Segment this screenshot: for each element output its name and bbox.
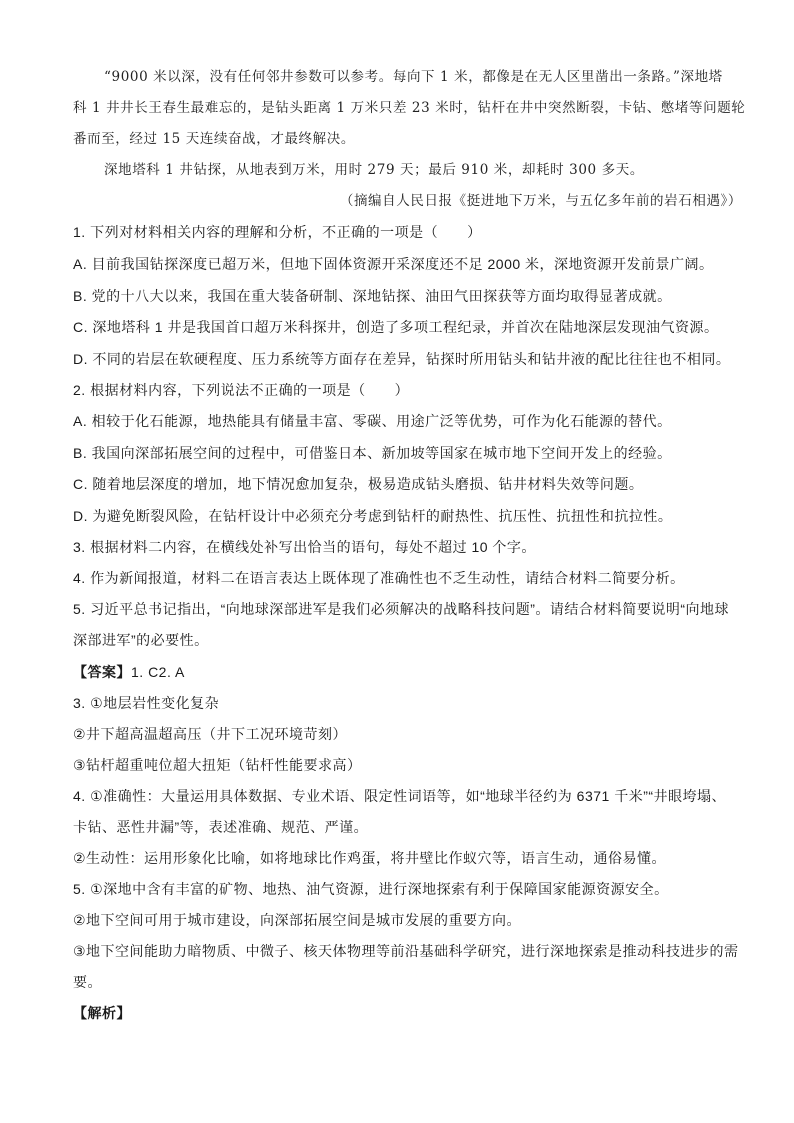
q4-stem: 4. 作为新闻报道，材料二在语言表达上既体现了准确性也不乏生动性，请结合材料二简要分析。	[73, 570, 685, 586]
answer-5-item3-line1: ③地下空间能助力暗物质、中微子、核天体物理等前沿基础科学研究，进行深地探索是推动科技进步的需	[73, 943, 739, 959]
answer-line-1-2	[73, 662, 185, 682]
q1-stem: 1. 下列对材料相关内容的理解和分析，不正确的一项是（ ）	[73, 224, 482, 240]
material-para1-line1: “9000 米以深，没有任何邻井参数可以参考。每向下 1 米，都像是在无人区里凿出一条路。”深地塔	[104, 69, 723, 85]
analysis-label: 【解析】	[73, 1005, 131, 1021]
q2-option-d: D. 为避免断裂风险，在钻杆设计中必须充分考虑到钻杆的耐热性、抗压性、抗扭性和抗拉性。	[73, 508, 673, 524]
material-para1-line2: 科 1 井井长王春生最难忘的，是钻头距离 1 万米只差 23 米时，钻杆在井中突然断裂，卡钻、憋堵等问题轮	[73, 100, 746, 116]
q1-option-a: A. 目前我国钻探深度已超万米，但地下固体资源开采深度还不足 2000 米，深地资源开发前景广阔。	[73, 256, 714, 272]
q1-option-b: B. 党的十八大以来，我国在重大装备研制、深地钻探、油田气田探获等方面均取得显著成就。	[73, 288, 672, 304]
material-para2: 深地塔科 1 井钻探，从地表到万米，用时 279 天；最后 910 米，却耗时 300 多天。	[104, 162, 644, 178]
q5-stem-line1: 5. 习近平总书记指出，“向地球深部进军是我们必须解决的战略科技问题”。请结合材料简要说明“向地球	[73, 601, 730, 617]
material-para1-line3: 番而至，经过 15 天连续奋战，才最终解决。	[73, 131, 355, 147]
q2-option-c: C. 随着地层深度的增加，地下情况愈加复杂，极易造成钻头磨损、钻井材料失效等问题。	[73, 476, 644, 492]
q3-stem: 3. 根据材料二内容，在横线处补写出恰当的语句，每处不超过 10 个字。	[73, 539, 536, 555]
answer-3-item2: ②井下超高温超高压（井下工况环境苛刻）	[73, 726, 348, 742]
q5-stem-line2: 深部进军”的必要性。	[73, 632, 209, 648]
answer-5-item3-line2: 要。	[73, 974, 102, 990]
answer-3-item1: 3. ①地层岩性变化复杂	[73, 695, 220, 711]
answer-5-item1: 5. ①深地中含有丰富的矿物、地热、油气资源，进行深地探索有利于保障国家能源资源安全。	[73, 881, 669, 897]
q1-option-d: D. 不同的岩层在软硬程度、压力系统等方面存在差异，钻探时所用钻头和钻井液的配比往往也不相同。	[73, 351, 731, 367]
answer-3-item3: ③钻杆超重吨位超大扭矩（钻杆性能要求高）	[73, 757, 362, 773]
answer-4-item2: ②生动性：运用形象化比喻，如将地球比作鸡蛋，将井壁比作蚁穴等，语言生动，通俗易懂。	[73, 850, 667, 866]
answer-4-item1-line2: 卡钻、恶性井漏”等，表述准确、规范、严谨。	[73, 819, 369, 835]
material-source: （摘编自人民日报《挺进地下万米，与五亿多年前的岩石相遇》）	[339, 193, 742, 209]
q2-option-b: B. 我国向深部拓展空间的过程中，可借鉴日本、新加坡等国家在城市地下空间开发上的经验。	[73, 445, 672, 461]
q2-stem: 2. 根据材料内容，下列说法不正确的一项是（ ）	[73, 382, 410, 398]
answer-5-item2: ②地下空间可用于城市建设，向深部拓展空间是城市发展的重要方向。	[73, 912, 522, 928]
answer-label: 【答案】	[73, 664, 131, 680]
q1-option-c: C. 深地塔科 1 井是我国首口超万米科探井，创造了多项工程纪录，并首次在陆地深层发现油气资源。	[73, 319, 719, 335]
answer-1-2: 1. C2. A	[131, 664, 185, 680]
answer-4-item1-line1: 4. ①准确性：大量运用具体数据、专业术语、限定性词语等，如“地球半径约为 6371 千米”“井眼垮塌、	[73, 788, 727, 804]
q2-option-a: A. 相较于化石能源，地热能具有储量丰富、零碳、用途广泛等优势，可作为化石能源的替代。	[73, 413, 672, 429]
